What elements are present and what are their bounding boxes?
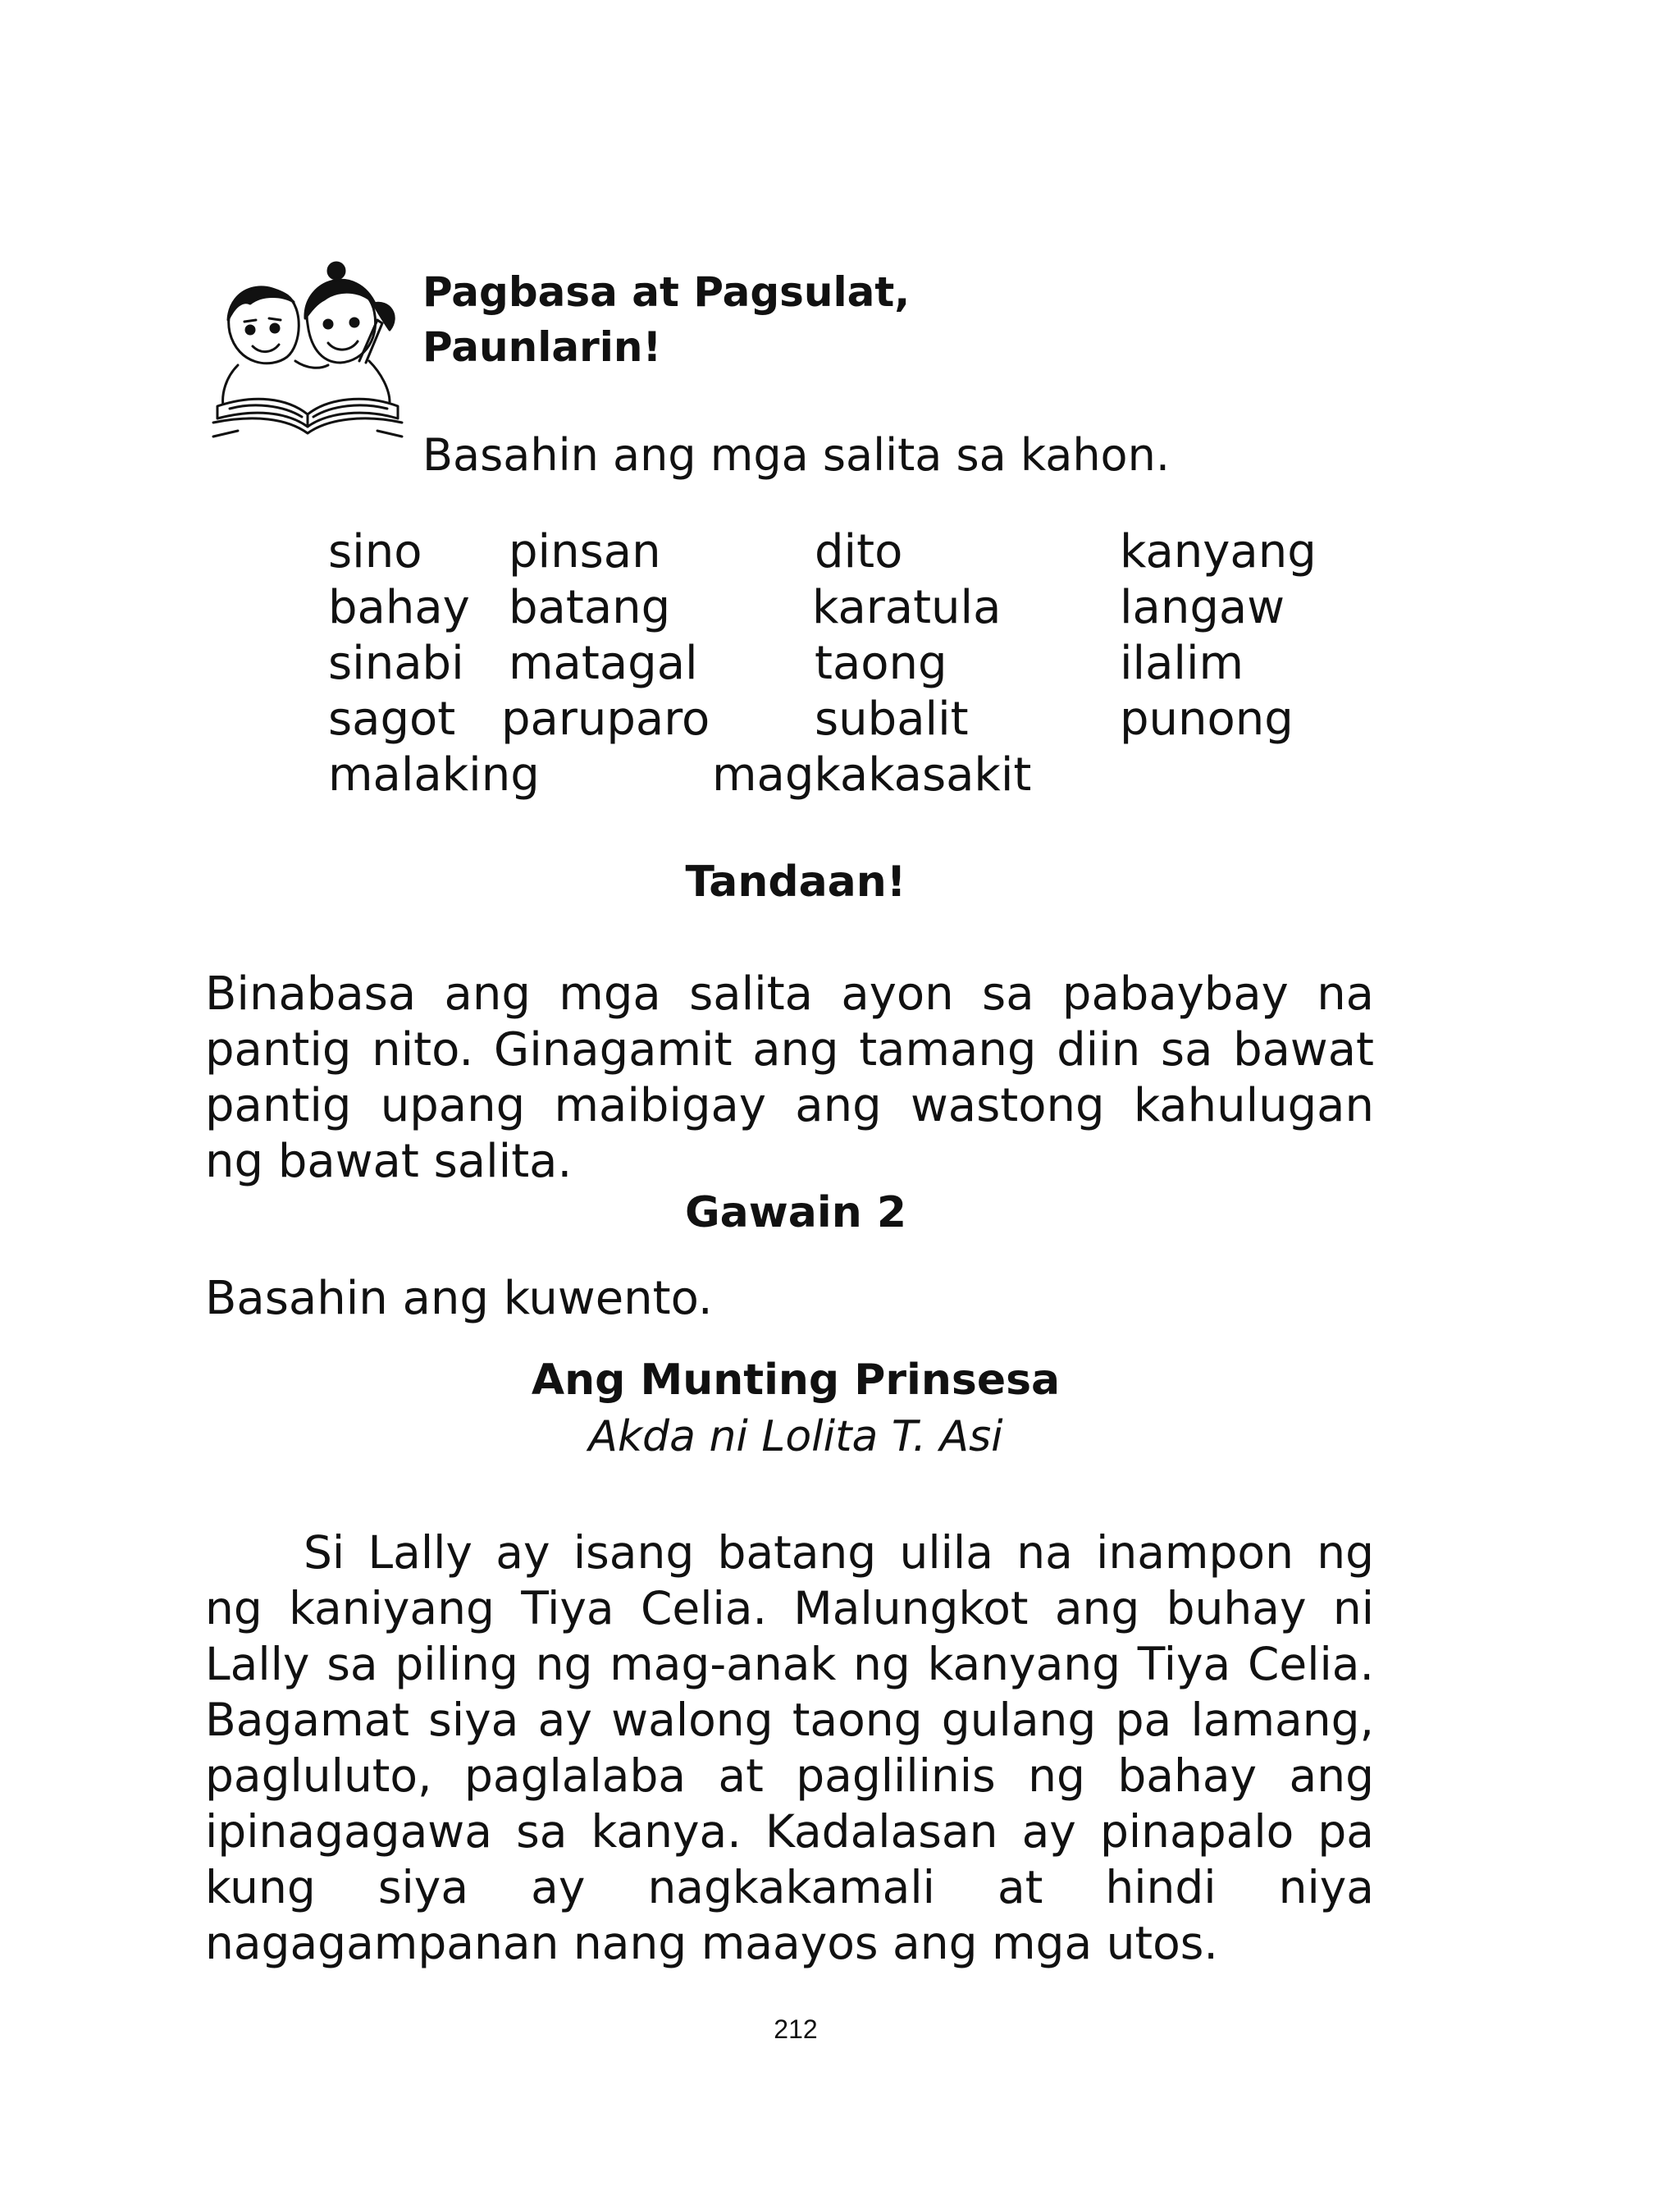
word-item: ilalim [1120, 637, 1244, 690]
word-item: karatula [812, 581, 1002, 634]
remember-heading: Tandaan! [685, 857, 906, 907]
word-item: matagal [509, 637, 698, 690]
word-item: kanyang [1120, 525, 1317, 578]
lesson-title-line1: Pagbasa at Pagsulat, [422, 268, 911, 316]
word-item: sagot [328, 693, 456, 746]
word-item: langaw [1120, 581, 1285, 634]
story-author: Akda ni Lolita T. Asi [588, 1412, 1003, 1461]
activity-instruction: Basahin ang kuwento. [205, 1272, 713, 1325]
word-item: paruparo [501, 693, 710, 746]
story-title: Ang Munting Prinsesa [531, 1356, 1061, 1405]
word-item: subalit [815, 693, 969, 746]
lesson-title-line2: Paunlarin! [422, 323, 662, 371]
word-item: sinabi [328, 637, 464, 690]
children-reading-illustration [205, 254, 410, 443]
word-box-instruction: Basahin ang mga salita sa kahon. [422, 429, 1170, 481]
word-item: punong [1120, 693, 1294, 746]
word-item: sino [328, 525, 422, 578]
word-item: taong [815, 637, 947, 690]
word-item: malaking [328, 748, 540, 802]
word-item: dito [815, 525, 903, 578]
word-item: magkakasakit [712, 748, 1032, 802]
remember-text: Binabasa ang mga salita ayon sa pabaybay na pantig nito. Ginagamit ang tamang diin sa bawat pantig upang maibigay ang wastong kahulugan ng bawat salita. [205, 967, 1374, 1188]
page-number: 212 [774, 2014, 818, 2044]
word-item: batang [509, 581, 671, 634]
activity-heading: Gawain 2 [684, 1188, 907, 1237]
word-item: bahay [328, 581, 470, 634]
story-paragraph: Si Lally ay isang batang ulila na inampon ng ng kaniyang Tiya Celia. Malungkot ang buhay ni Lally sa piling ng mag-anak ng kanyang Tiya Celia. Bagamat siya ay walong taong gulang pa lamang, pagluluto, paglalaba at paglilinis ng bahay ang ipinagagawa sa kanya. Kadalasan ay pinapalo pa kung siya ay nagkakamali at hindi niya nagagampanan nang maayos ang mga utos. [205, 1526, 1374, 1969]
word-item: pinsan [509, 525, 661, 578]
